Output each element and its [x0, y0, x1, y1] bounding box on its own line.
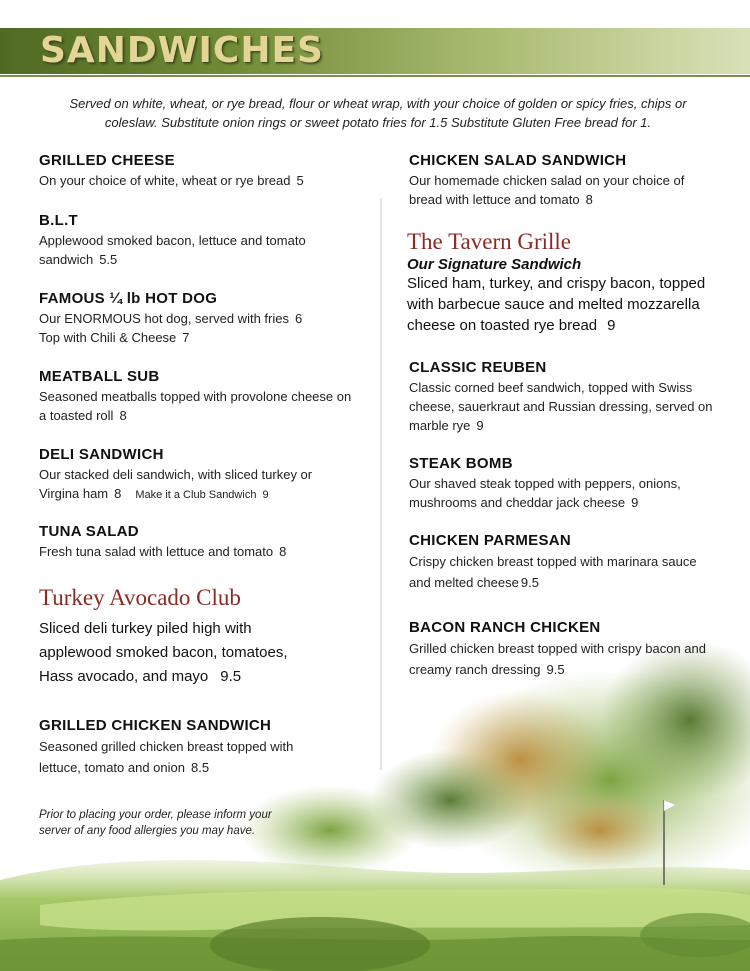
menu-item-meatball-sub: [39, 368, 359, 425]
item-description: Seasoned meatballs topped with provolone cheese on a toasted roll 8: [39, 389, 352, 423]
item-price: 8.5: [191, 760, 210, 775]
item-name: BACON RANCH CHICKEN: [409, 619, 601, 636]
item-description: Grilled chicken breast topped with crispy bacon and creamy ranch dressing 9.5: [409, 641, 706, 677]
item-name: B.L.T: [39, 212, 78, 229]
club-upgrade: Make it a Club Sandwich: [135, 489, 257, 501]
item-description: Crispy chicken breast topped with marinara sauce and melted cheese 9.5: [409, 554, 697, 590]
menu-item-blt: [39, 212, 339, 269]
item-description: Our shaved steak topped with peppers, onions, mushrooms and cheddar jack cheese 9: [409, 476, 681, 510]
item-name: STEAK BOMB: [409, 455, 513, 472]
item-price: 6: [294, 311, 303, 326]
header-rule: [0, 75, 750, 77]
menu-item-tavern-grille: [407, 229, 717, 336]
item-description: Our stacked deli sandwich, with sliced turkey or Virgina ham 8 Make it a Club Sandwich 9: [39, 467, 313, 501]
signature-label: Our Signature Sandwich: [407, 256, 582, 273]
featured-item-name: The Tavern Grille: [407, 229, 572, 254]
menu-item-chicken-salad: [409, 152, 709, 209]
menu-item-hot-dog: [39, 290, 369, 347]
menu-item-bacon-ranch-chicken: [409, 619, 729, 680]
menu-item-steak-bomb: [409, 455, 709, 512]
intro-text: Served on white, wheat, or rye bread, flour or wheat wrap, with your choice of golden or spicy fries, chips or coleslaw. Substitute onion rings or sweet potato fries for 1.5 Substitute Gluten Free bread for 1.: [69, 96, 687, 130]
item-price: 8: [279, 544, 287, 559]
item-price: 9.5: [520, 575, 539, 590]
featured-item-name: Turkey Avocado Club: [39, 585, 241, 610]
item-description: Applewood smoked bacon, lettuce and tomato sandwich 5.5: [39, 233, 306, 267]
item-description: Sliced ham, turkey, and crispy bacon, topped with barbecue sauce and melted mozzarella cheese on toasted rye bread 9: [407, 275, 706, 334]
club-upgrade-price: 9: [262, 489, 269, 501]
menu-item-tuna-salad: [39, 523, 369, 561]
item-price: 9: [476, 418, 484, 433]
item-price: 8: [114, 486, 122, 501]
allergy-note: Prior to placing your order, please inform your server of any food allergies you may have.: [39, 809, 272, 837]
item-price: 5.5: [99, 252, 118, 267]
item-price: 8: [585, 192, 593, 207]
item-addon-price: 7: [182, 330, 190, 345]
item-name: CHICKEN SALAD SANDWICH: [409, 152, 627, 169]
item-description: Our homemade chicken salad on your choice of bread with lettuce and tomato 8: [409, 173, 685, 207]
item-description: Seasoned grilled chicken breast topped with lettuce, tomato and onion 8.5: [39, 739, 294, 775]
menu-item-deli-sandwich: [39, 446, 339, 505]
item-description: On your choice of white, wheat or rye bread 5: [39, 173, 304, 188]
item-price: 9: [631, 495, 639, 510]
menu-item-turkey-avocado-club: [39, 585, 319, 689]
item-name: FAMOUS ¼ lb HOT DOG: [39, 290, 218, 307]
item-price: 9.5: [220, 668, 242, 685]
item-name: DELI SANDWICH: [39, 446, 164, 463]
item-addon: Top with Chili & Cheese 7: [39, 330, 190, 345]
item-price: 9: [607, 317, 616, 334]
item-name: GRILLED CHICKEN SANDWICH: [39, 717, 272, 734]
menu-item-grilled-cheese: [39, 152, 369, 190]
page-title: SANDWICHES: [40, 30, 324, 71]
column-divider: [380, 198, 382, 770]
item-price: 9.5: [546, 662, 565, 677]
item-description: Fresh tuna salad with lettuce and tomato 8: [39, 544, 287, 559]
item-description: Sliced deli turkey piled high with applewood smoked bacon, tomatoes, Hass avocado, and mayo 9.5: [39, 620, 288, 685]
item-price: 8: [119, 408, 127, 423]
item-name: CLASSIC REUBEN: [409, 359, 547, 376]
item-name: GRILLED CHEESE: [39, 152, 175, 169]
item-name: MEATBALL SUB: [39, 368, 160, 385]
item-price: 5: [296, 173, 304, 188]
item-description: Classic corned beef sandwich, topped with Swiss cheese, sauerkraut and Russian dressing, served on marble rye 9: [409, 380, 713, 433]
menu-item-grilled-chicken-sandwich: [39, 717, 329, 778]
menu-item-classic-reuben: [409, 359, 724, 435]
item-description: Our ENORMOUS hot dog, served with fries 6: [39, 311, 303, 326]
menu-item-chicken-parmesan: [409, 532, 719, 593]
item-name: TUNA SALAD: [39, 523, 139, 540]
item-name: CHICKEN PARMESAN: [409, 532, 572, 549]
